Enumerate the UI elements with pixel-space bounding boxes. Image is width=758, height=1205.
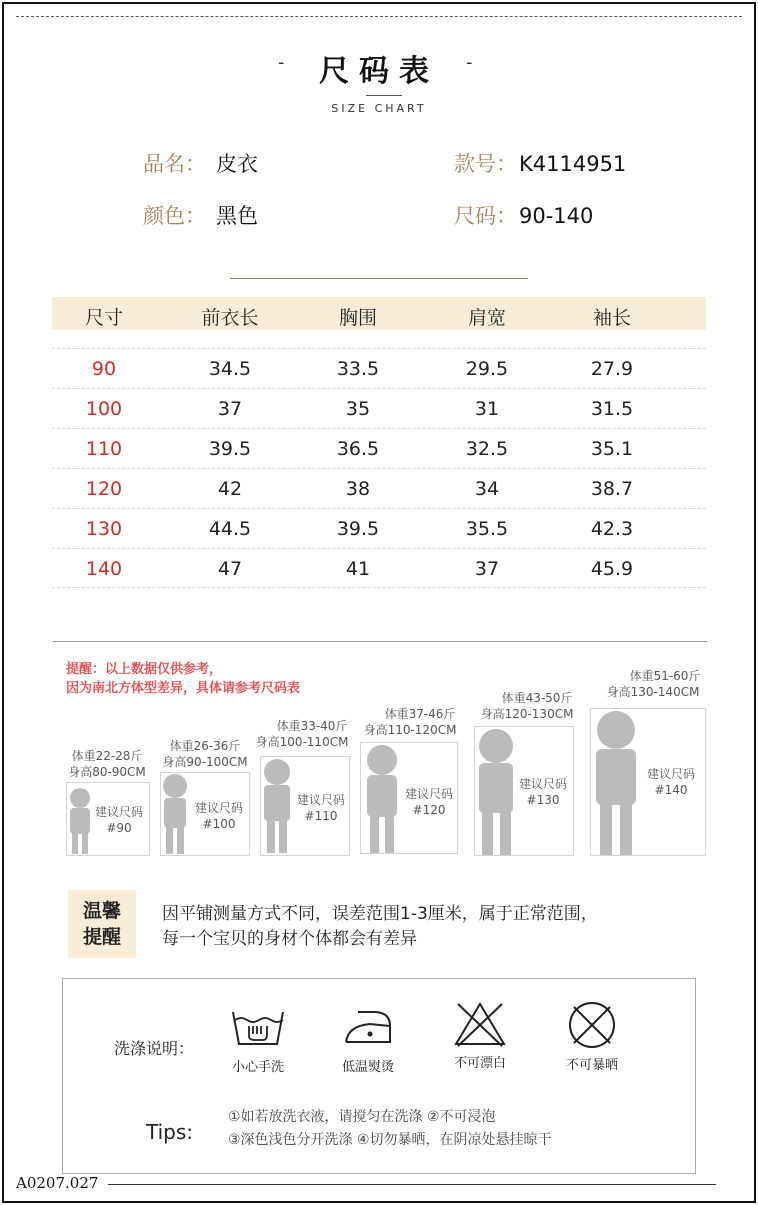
table-cell: 35.1 xyxy=(590,438,634,460)
table-cell: 35.5 xyxy=(465,518,509,540)
tips-label: Tips: xyxy=(146,1120,194,1144)
no-tumble-dry-icon xyxy=(566,1000,618,1050)
warm-tip-text xyxy=(162,902,598,952)
product-style-value: K4114951 xyxy=(519,152,627,176)
kid-height: 身高80-90CM xyxy=(68,765,146,779)
table-cell: 33.5 xyxy=(336,358,380,380)
table-cell: 36.5 xyxy=(336,438,380,460)
tips-line-2: ③深色浅色分开洗涤 ④切勿暴晒，在阴凉处悬挂晾干 xyxy=(228,1132,552,1148)
page-title: 尺码表 xyxy=(319,54,439,89)
kid-suggest-size: #140 xyxy=(654,783,688,797)
header-cell-chest: 胸围 xyxy=(338,307,377,329)
no-bleach-icon xyxy=(452,1000,508,1048)
table-cell: 140 xyxy=(85,558,123,580)
table-row xyxy=(52,348,706,388)
product-style-label: 款号： xyxy=(454,152,517,176)
care-item-label: 不可漂白 xyxy=(453,1056,506,1071)
table-cell: 39.5 xyxy=(336,518,380,540)
table-cell: 31 xyxy=(474,398,500,420)
care-item-label: 低温熨烫 xyxy=(341,1060,394,1075)
table-row xyxy=(52,428,706,468)
product-size-label: 尺码： xyxy=(454,204,517,228)
kid-suggest-label: 建议尺码 xyxy=(646,767,695,781)
table-cell: 34.5 xyxy=(208,358,252,380)
kid-height: 身高90-100CM xyxy=(162,755,248,769)
table-cell: 41 xyxy=(345,558,371,580)
warm-tip-line-2: 每一个宝贝的身材个体都会有差异 xyxy=(162,929,417,949)
tips-line-1: ①如若放洗衣液，请搅匀在洗涤 ②不可浸泡 xyxy=(228,1109,496,1125)
kid-suggest-label: 建议尺码 xyxy=(404,787,453,801)
table-row xyxy=(52,388,706,428)
kid-suggest-label: 建议尺码 xyxy=(296,793,345,807)
table-cell: 39.5 xyxy=(208,438,252,460)
warm-tip-badge xyxy=(68,890,136,958)
product-color-value: 黑色 xyxy=(216,204,258,228)
child-silhouette-icon xyxy=(260,756,294,856)
table-cell: 37 xyxy=(474,558,500,580)
kid-height: 身高110-120CM xyxy=(363,723,457,737)
wash-instructions-title: 洗涤说明： xyxy=(114,1039,195,1058)
care-item-no-tumble-dry xyxy=(542,1000,642,1073)
header-cell-shoulder: 肩宽 xyxy=(467,307,506,329)
table-cell: 31.5 xyxy=(590,398,634,420)
table-row xyxy=(52,508,706,548)
table-cell: 47 xyxy=(217,558,243,580)
care-item-label: 不可暴晒 xyxy=(565,1058,618,1073)
kid-suggest-size: #90 xyxy=(106,821,132,835)
child-silhouette-icon xyxy=(160,772,192,856)
section-divider xyxy=(53,641,707,642)
product-color-label: 颜色： xyxy=(143,204,206,228)
warm-tip-line-1: 因平铺测量方式不同，误差范围1-3厘米，属于正常范围， xyxy=(162,904,598,924)
care-item-low-iron xyxy=(318,1004,418,1075)
kid-height: 身高130-140CM xyxy=(606,685,700,699)
child-silhouette-icon xyxy=(590,708,642,856)
care-item-hand-wash xyxy=(208,1004,308,1075)
table-row xyxy=(52,468,706,508)
product-style xyxy=(454,148,626,178)
table-header xyxy=(52,297,706,330)
product-code: A0207.027 xyxy=(16,1174,99,1192)
kid-weight: 体重22-28斤 xyxy=(71,749,143,763)
table-cell: 130 xyxy=(85,518,123,540)
table-cell: 42.3 xyxy=(590,518,634,540)
care-item-no-bleach xyxy=(430,1000,530,1071)
header-cell-size: 尺寸 xyxy=(84,307,123,329)
warm-tip-badge-line-2: 提醒 xyxy=(82,926,121,948)
size-table xyxy=(52,297,706,588)
kid-suggest-label: 建议尺码 xyxy=(518,777,567,791)
table-cell: 90 xyxy=(91,358,117,380)
hand-wash-icon xyxy=(229,1004,287,1048)
reminder-line-1: 提醒：以上数据仅供参考， xyxy=(66,662,223,677)
kid-suggest-size: #100 xyxy=(202,817,236,831)
table-cell: 42 xyxy=(217,478,243,500)
product-size-value: 90-140 xyxy=(519,204,594,228)
title-row xyxy=(0,46,758,90)
top-dashed-rule xyxy=(16,16,742,17)
kid-suggest-size: #120 xyxy=(412,803,446,817)
product-color xyxy=(143,200,258,230)
table-cell: 45.9 xyxy=(590,558,634,580)
kid-suggest-label: 建议尺码 xyxy=(94,805,143,819)
table-cell: 35 xyxy=(345,398,371,420)
info-divider xyxy=(230,278,528,279)
table-cell: 34 xyxy=(474,478,500,500)
table-cell: 38 xyxy=(345,478,371,500)
reminder-line-2: 因为南北方体型差异，具体请参考尺码表 xyxy=(66,681,301,696)
child-silhouette-icon xyxy=(362,742,402,854)
table-cell: 110 xyxy=(85,438,123,460)
table-row xyxy=(52,548,706,588)
kid-weight: 体重51-60斤 xyxy=(629,669,701,683)
product-name xyxy=(143,148,258,178)
table-cell: 100 xyxy=(85,398,123,420)
low-iron-icon xyxy=(340,1004,396,1048)
tips-text xyxy=(228,1106,552,1152)
table-cell: 37 xyxy=(217,398,243,420)
table-cell: 29.5 xyxy=(465,358,509,380)
kid-weight: 体重33-40斤 xyxy=(276,719,348,733)
title-underline xyxy=(366,95,402,96)
kid-suggest-size: #130 xyxy=(526,793,560,807)
header-cell-sleeve: 袖长 xyxy=(592,307,631,329)
table-cell: 38.7 xyxy=(590,478,634,500)
warm-tip-badge-line-1: 温馨 xyxy=(82,900,121,922)
table-cell: 32.5 xyxy=(465,438,509,460)
kid-suggest-label: 建议尺码 xyxy=(194,801,243,815)
header-cell-front-length: 前衣长 xyxy=(201,307,259,329)
product-name-value: 皮衣 xyxy=(216,152,258,176)
page-subtitle: SIZE CHART xyxy=(331,102,427,115)
size-reminder xyxy=(66,660,300,698)
product-size xyxy=(454,200,593,230)
product-name-label: 品名： xyxy=(143,152,206,176)
title-dash-right: - xyxy=(466,52,473,73)
kid-suggest-size: #110 xyxy=(304,809,338,823)
kid-weight: 体重26-36斤 xyxy=(169,739,241,753)
table-cell: 44.5 xyxy=(208,518,252,540)
table-cell: 27.9 xyxy=(590,358,634,380)
kid-weight: 体重43-50斤 xyxy=(501,691,573,705)
title-dash-left: - xyxy=(278,52,285,73)
kid-height: 身高100-110CM xyxy=(255,735,349,749)
code-rule xyxy=(108,1184,716,1185)
table-cell: 120 xyxy=(85,478,123,500)
kid-height: 身高120-130CM xyxy=(480,707,574,721)
care-item-label: 小心手洗 xyxy=(231,1060,284,1075)
kid-weight: 体重37-46斤 xyxy=(384,707,456,721)
